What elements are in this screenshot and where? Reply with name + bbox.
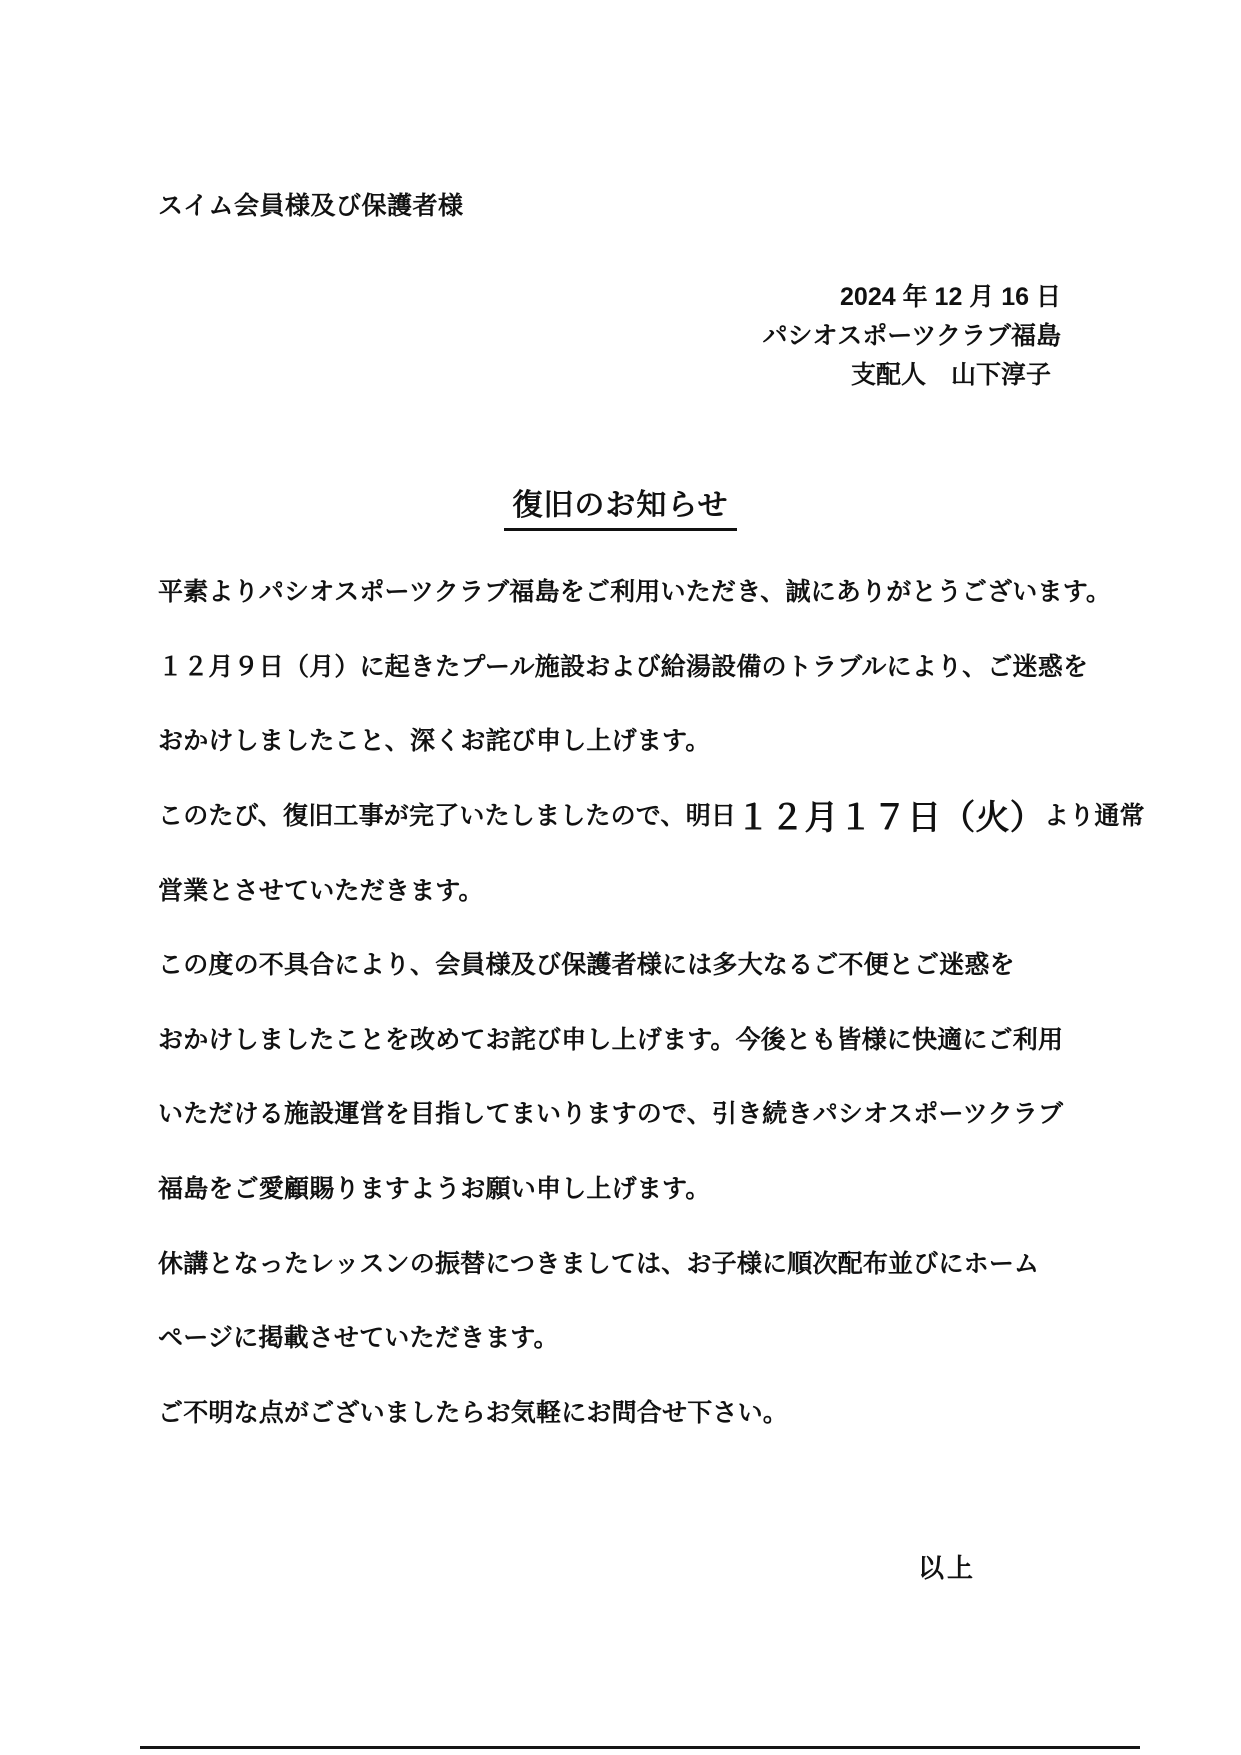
body-line-8: いただける施設運営を目指してまいりますので、引き続きパシオスポーツクラブ	[158, 1100, 1064, 1129]
body-line-2: １２月９日（月）に起きたプール施設および給湯設備のトラブルにより、ご迷惑を	[158, 652, 1089, 681]
body-line-1: 平素よりパシオスポーツクラブ福島をご利用いただき、誠にありがとうございます。	[158, 578, 1112, 607]
body-line-4-post: より通常	[1043, 802, 1145, 831]
title-row	[0, 480, 1241, 531]
sender-signer: 支配人 山下淳子	[850, 361, 1051, 389]
addressee-line: スイム会員様及び保護者様	[158, 192, 464, 220]
letter-date: 2024 年 12 月 16 日	[840, 283, 1061, 311]
letter-title: 復旧のお知らせ	[504, 480, 736, 531]
letter-header	[762, 278, 1061, 395]
reopen-date-emphasis: １２月１７日（火）	[736, 798, 1044, 837]
body-line-12: ご不明な点がございましたらお気軽にお問合せ下さい。	[158, 1398, 789, 1427]
body-line-9: 福島をご愛顧賜りますようお願い申し上げます。	[158, 1175, 711, 1204]
letter-body	[158, 553, 1145, 1448]
body-line-4	[158, 777, 1145, 852]
body-line-11: ページに掲載させていただきます。	[158, 1324, 559, 1353]
sender-organization: パシオスポーツクラブ福島	[762, 322, 1061, 350]
body-line-10: 休講となったレッスンの振替につきましては、お子様に順次配布並びにホーム	[158, 1249, 1040, 1278]
closing-ijou: 以上	[918, 1553, 977, 1583]
body-line-6: この度の不具合により、会員様及び保護者様には多大なるご不便とご迷惑を	[158, 951, 1015, 980]
body-line-7: おかけしましたことを改めてお詫び申し上げます。今後とも皆様に快適にご利用	[158, 1025, 1064, 1054]
body-line-5: 営業とさせていただきます。	[158, 876, 484, 905]
body-line-3: おかけしましたこと、深くお詫び申し上げます。	[158, 727, 711, 756]
body-line-4-pre: このたび、復旧工事が完了いたしましたので、明日	[158, 802, 737, 831]
scan-edge-artifact	[140, 1746, 1140, 1749]
